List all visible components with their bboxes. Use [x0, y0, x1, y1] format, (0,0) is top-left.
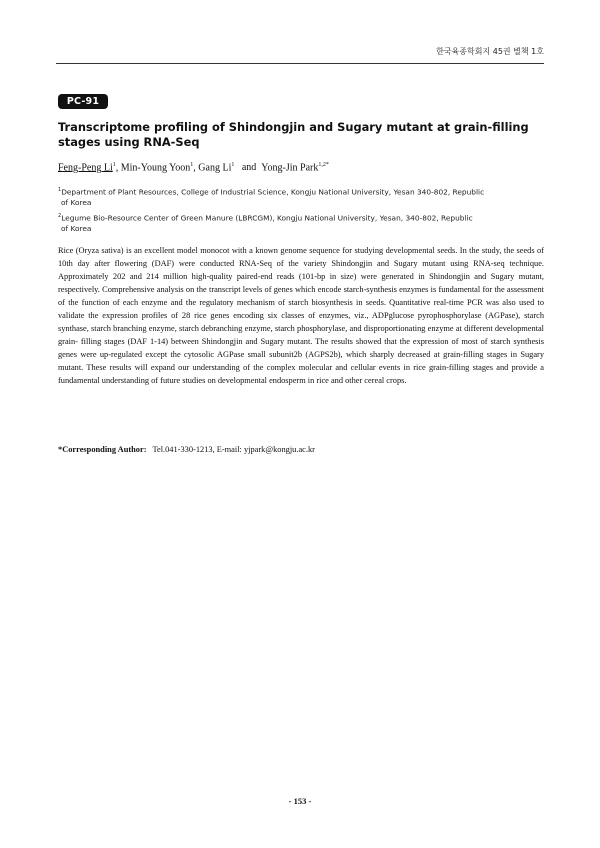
affiliation-text-continued: of Korea	[61, 198, 92, 208]
abstract-body: Rice (Oryza sativa) is an excellent model monocot with a known genome sequence for studying developmental seeds. In the study, the seeds of 10th day after flowering (DAF) were conducted RNA-Seq of the variety Shindongjin and Sugary mutant using RNA-seq technique. Approximately 202 and 214 million high-quality paired-end reads (101-bp in size) were generated in Shindongjin and Sugary mutant, respectively. Comprehensive analysis on the transcript levels of genes which encode starch-synthesis enzymes is fundamental for the assessment of the function of each enzyme and the regulatory mechanism of starch biosynthesis in seeds. Quantitative real-time PCR was also used to validate the expression profiles of 28 rice genes encoding six classes of enzymes, viz., ADPglucose pyrophosphorylase (AGPase), starch synthase, starch branching enzyme, starch debranching enzyme, starch phosphorylase, and disproportionating enzyme at different developmental grain- filling stages (DAF 1-14) between Shindongjin and Sugary mutant. The results showed that the expression of most of starch synthesis genes were up-regulated except the cytosolic AGPase small subunit2b (AGPS2b), which sharply decreased at grain-filling stages in Sugary mutant. These results will expand our understanding of the complex molecular and cellular events in rice grain-filling stages and provide a fundamental understanding of future studies on developmental endosperm in rice and other cereal crops.	[58, 246, 544, 386]
corresponding-author-phone: Tel.041-330-1213,	[152, 445, 215, 454]
affiliation-text: Legume Bio-Resource Center of Green Manure (LBRCGM), Kongju National University, Yesan, 340-802, Republic	[61, 213, 473, 223]
author-affiliation-mark: 1	[112, 162, 116, 168]
affiliation-text-continued: of Korea	[61, 223, 92, 233]
affiliation	[58, 211, 546, 235]
affiliation-text: Department of Plant Resources, College of Industrial Science, Kongju National University, Yesan 340-802, Republic	[61, 187, 485, 197]
page-number: - 153 -	[288, 796, 312, 806]
author-affiliation-mark: 1,2*	[318, 162, 329, 168]
paper-title: Transcriptome profiling of Shindongjin and Sugary mutant at grain-filling stages using RNA-Seq	[58, 120, 529, 149]
author-name: Feng-Peng Li	[58, 162, 113, 174]
corresponding-author-email: E-mail: yjpark@kongju.ac.kr	[216, 445, 315, 454]
author-list: Feng-Peng Li$^1$, Min-Young Yoon$^1$, Gang Li$^1$ and Yong-Jin Park$^{1,2*}$	[58, 162, 329, 174]
header-divider	[56, 63, 544, 64]
author-name: Yong-Jin Park	[261, 162, 319, 174]
author-affiliation-mark: 1	[231, 162, 235, 168]
running-header: 한국육종학회지 45권 별책 1호	[436, 47, 544, 56]
poster-code-badge: PC-91	[58, 94, 108, 109]
affiliation-number: 1	[58, 187, 62, 193]
corresponding-author-label: *Corresponding Author:	[58, 445, 147, 454]
author-name: Min-Young Yoon	[120, 162, 191, 174]
author-name: Gang Li	[198, 162, 232, 174]
affiliation-list	[58, 185, 546, 236]
affiliation	[58, 185, 546, 209]
corresponding-author	[58, 445, 546, 454]
author-conjunction: and	[241, 162, 257, 174]
affiliation-number: 2	[58, 212, 62, 219]
author-affiliation-mark: 1	[190, 162, 194, 168]
